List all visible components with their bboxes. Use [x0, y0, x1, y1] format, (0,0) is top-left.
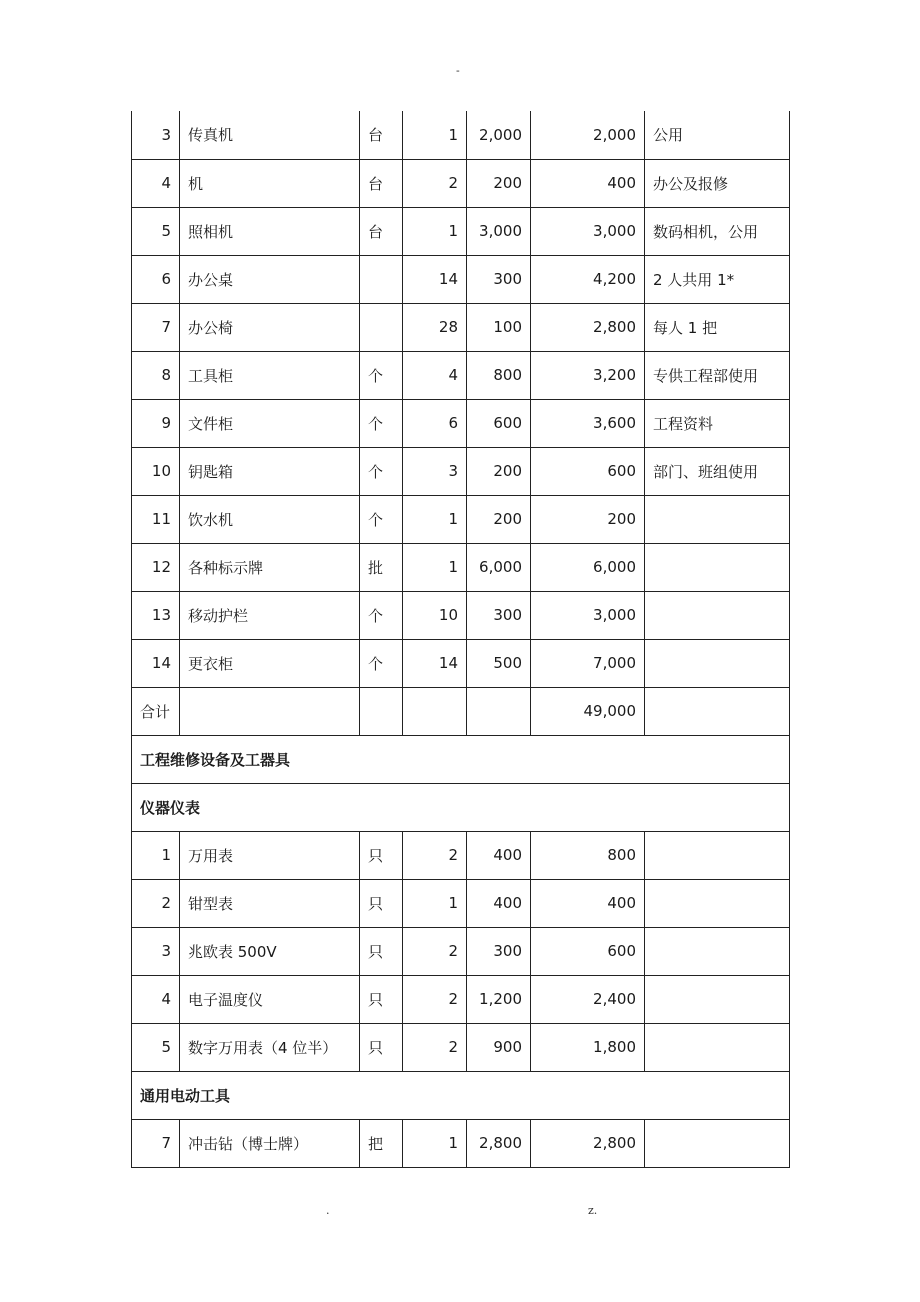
item-quantity: 2 — [403, 975, 467, 1023]
item-quantity: 1 — [403, 495, 467, 543]
item-number: 11 — [132, 495, 180, 543]
item-unit: 个 — [360, 447, 403, 495]
section-power-tools-label: 通用电动工具 — [132, 1071, 790, 1119]
item-number: 13 — [132, 591, 180, 639]
item-note — [645, 495, 790, 543]
item-quantity: 1 — [403, 543, 467, 591]
item-total: 7,000 — [531, 639, 645, 687]
item-name: 移动护栏 — [180, 591, 360, 639]
item-note — [645, 831, 790, 879]
item-total: 2,000 — [531, 111, 645, 159]
item-unit-price: 2,000 — [467, 111, 531, 159]
item-total: 2,800 — [531, 303, 645, 351]
item-quantity: 1 — [403, 1119, 467, 1167]
item-quantity: 4 — [403, 351, 467, 399]
table-row — [132, 207, 790, 255]
item-name: 各种标示牌 — [180, 543, 360, 591]
item-number: 9 — [132, 399, 180, 447]
item-total: 1,800 — [531, 1023, 645, 1071]
item-total: 2,800 — [531, 1119, 645, 1167]
section-power-tools — [132, 1071, 790, 1119]
item-name: 钥匙箱 — [180, 447, 360, 495]
table-row — [132, 159, 790, 207]
subtotal-row — [132, 687, 790, 735]
item-name: 传真机 — [180, 111, 360, 159]
subtotal-empty-name — [180, 687, 360, 735]
inventory-table — [131, 111, 790, 1168]
item-unit-price: 500 — [467, 639, 531, 687]
item-name: 机 — [180, 159, 360, 207]
item-unit-price: 300 — [467, 255, 531, 303]
item-unit-price: 6,000 — [467, 543, 531, 591]
item-quantity: 10 — [403, 591, 467, 639]
item-total: 3,000 — [531, 591, 645, 639]
item-unit-price: 900 — [467, 1023, 531, 1071]
item-note: 专供工程部使用 — [645, 351, 790, 399]
item-total: 600 — [531, 927, 645, 975]
item-name: 办公桌 — [180, 255, 360, 303]
item-note — [645, 927, 790, 975]
item-quantity: 28 — [403, 303, 467, 351]
table-row — [132, 303, 790, 351]
item-unit: 台 — [360, 159, 403, 207]
item-number: 5 — [132, 207, 180, 255]
table-row — [132, 831, 790, 879]
item-unit: 个 — [360, 591, 403, 639]
item-quantity: 3 — [403, 447, 467, 495]
item-number: 6 — [132, 255, 180, 303]
item-total: 4,200 — [531, 255, 645, 303]
item-number: 4 — [132, 159, 180, 207]
subtotal-total: 49,000 — [531, 687, 645, 735]
subtotal-empty-note — [645, 687, 790, 735]
item-total: 800 — [531, 831, 645, 879]
section-instruments — [132, 783, 790, 831]
item-note — [645, 975, 790, 1023]
item-note — [645, 591, 790, 639]
table-row — [132, 543, 790, 591]
item-total: 3,600 — [531, 399, 645, 447]
item-note: 办公及报修 — [645, 159, 790, 207]
item-unit: 台 — [360, 111, 403, 159]
item-total: 3,000 — [531, 207, 645, 255]
item-number: 7 — [132, 1119, 180, 1167]
item-unit-price: 100 — [467, 303, 531, 351]
table-row — [132, 591, 790, 639]
item-note: 2 人共用 1* — [645, 255, 790, 303]
page-footer-right: z. — [588, 1204, 598, 1217]
item-number: 4 — [132, 975, 180, 1023]
item-number: 12 — [132, 543, 180, 591]
item-note: 工程资料 — [645, 399, 790, 447]
table-row — [132, 1023, 790, 1071]
item-unit — [360, 255, 403, 303]
item-number: 3 — [132, 927, 180, 975]
item-name: 数字万用表（4 位半） — [180, 1023, 360, 1071]
item-name: 冲击钻（博士牌） — [180, 1119, 360, 1167]
table-row — [132, 927, 790, 975]
item-unit: 只 — [360, 831, 403, 879]
item-note: 部门、班组使用 — [645, 447, 790, 495]
item-note — [645, 639, 790, 687]
item-unit: 个 — [360, 351, 403, 399]
item-total: 400 — [531, 159, 645, 207]
table-row — [132, 1119, 790, 1167]
section-equipment-label: 工程维修设备及工器具 — [132, 735, 790, 783]
item-unit-price: 3,000 — [467, 207, 531, 255]
item-unit: 只 — [360, 1023, 403, 1071]
item-quantity: 6 — [403, 399, 467, 447]
item-name: 办公椅 — [180, 303, 360, 351]
item-quantity: 1 — [403, 207, 467, 255]
item-number: 7 — [132, 303, 180, 351]
item-name: 饮水机 — [180, 495, 360, 543]
table-row — [132, 447, 790, 495]
item-unit-price: 600 — [467, 399, 531, 447]
item-unit-price: 300 — [467, 591, 531, 639]
item-total: 200 — [531, 495, 645, 543]
item-unit: 只 — [360, 879, 403, 927]
item-unit-price: 200 — [467, 447, 531, 495]
item-note — [645, 1119, 790, 1167]
table-row — [132, 255, 790, 303]
item-total: 2,400 — [531, 975, 645, 1023]
subtotal-label: 合计 — [132, 687, 180, 735]
table-row — [132, 495, 790, 543]
subtotal-empty-unit — [360, 687, 403, 735]
item-quantity: 14 — [403, 639, 467, 687]
table-row — [132, 111, 790, 159]
item-quantity: 1 — [403, 879, 467, 927]
item-unit: 个 — [360, 399, 403, 447]
item-name: 电子温度仪 — [180, 975, 360, 1023]
item-note: 公用 — [645, 111, 790, 159]
item-name: 万用表 — [180, 831, 360, 879]
item-unit: 只 — [360, 975, 403, 1023]
item-name: 兆欧表 500V — [180, 927, 360, 975]
subtotal-empty-qty — [403, 687, 467, 735]
item-name: 更衣柜 — [180, 639, 360, 687]
item-unit — [360, 303, 403, 351]
table-row — [132, 351, 790, 399]
item-unit-price: 400 — [467, 879, 531, 927]
item-quantity: 2 — [403, 831, 467, 879]
item-unit: 批 — [360, 543, 403, 591]
item-unit-price: 1,200 — [467, 975, 531, 1023]
item-note — [645, 543, 790, 591]
item-number: 1 — [132, 831, 180, 879]
item-name: 工具柜 — [180, 351, 360, 399]
page-top-mark: - — [456, 64, 460, 77]
item-unit: 把 — [360, 1119, 403, 1167]
item-note: 数码相机，公用 — [645, 207, 790, 255]
item-quantity: 2 — [403, 1023, 467, 1071]
item-total: 3,200 — [531, 351, 645, 399]
item-name: 照相机 — [180, 207, 360, 255]
item-unit: 个 — [360, 495, 403, 543]
item-number: 14 — [132, 639, 180, 687]
item-unit-price: 800 — [467, 351, 531, 399]
inventory-table-body — [132, 111, 790, 1167]
item-total: 400 — [531, 879, 645, 927]
item-quantity: 14 — [403, 255, 467, 303]
item-number: 10 — [132, 447, 180, 495]
item-unit-price: 300 — [467, 927, 531, 975]
table-row — [132, 639, 790, 687]
table-row — [132, 975, 790, 1023]
item-note: 每人 1 把 — [645, 303, 790, 351]
item-unit: 台 — [360, 207, 403, 255]
page-footer-left: . — [326, 1204, 330, 1217]
table-row — [132, 399, 790, 447]
item-quantity: 1 — [403, 111, 467, 159]
item-number: 3 — [132, 111, 180, 159]
item-unit-price: 200 — [467, 495, 531, 543]
item-quantity: 2 — [403, 159, 467, 207]
section-equipment — [132, 735, 790, 783]
item-number: 8 — [132, 351, 180, 399]
item-quantity: 2 — [403, 927, 467, 975]
item-note — [645, 879, 790, 927]
item-unit: 只 — [360, 927, 403, 975]
item-note — [645, 1023, 790, 1071]
item-name: 钳型表 — [180, 879, 360, 927]
item-unit-price: 2,800 — [467, 1119, 531, 1167]
section-instruments-label: 仪器仪表 — [132, 783, 790, 831]
item-total: 600 — [531, 447, 645, 495]
item-number: 5 — [132, 1023, 180, 1071]
item-number: 2 — [132, 879, 180, 927]
item-unit-price: 200 — [467, 159, 531, 207]
item-total: 6,000 — [531, 543, 645, 591]
item-name: 文件柜 — [180, 399, 360, 447]
item-unit-price: 400 — [467, 831, 531, 879]
item-unit: 个 — [360, 639, 403, 687]
subtotal-empty-price — [467, 687, 531, 735]
table-row — [132, 879, 790, 927]
